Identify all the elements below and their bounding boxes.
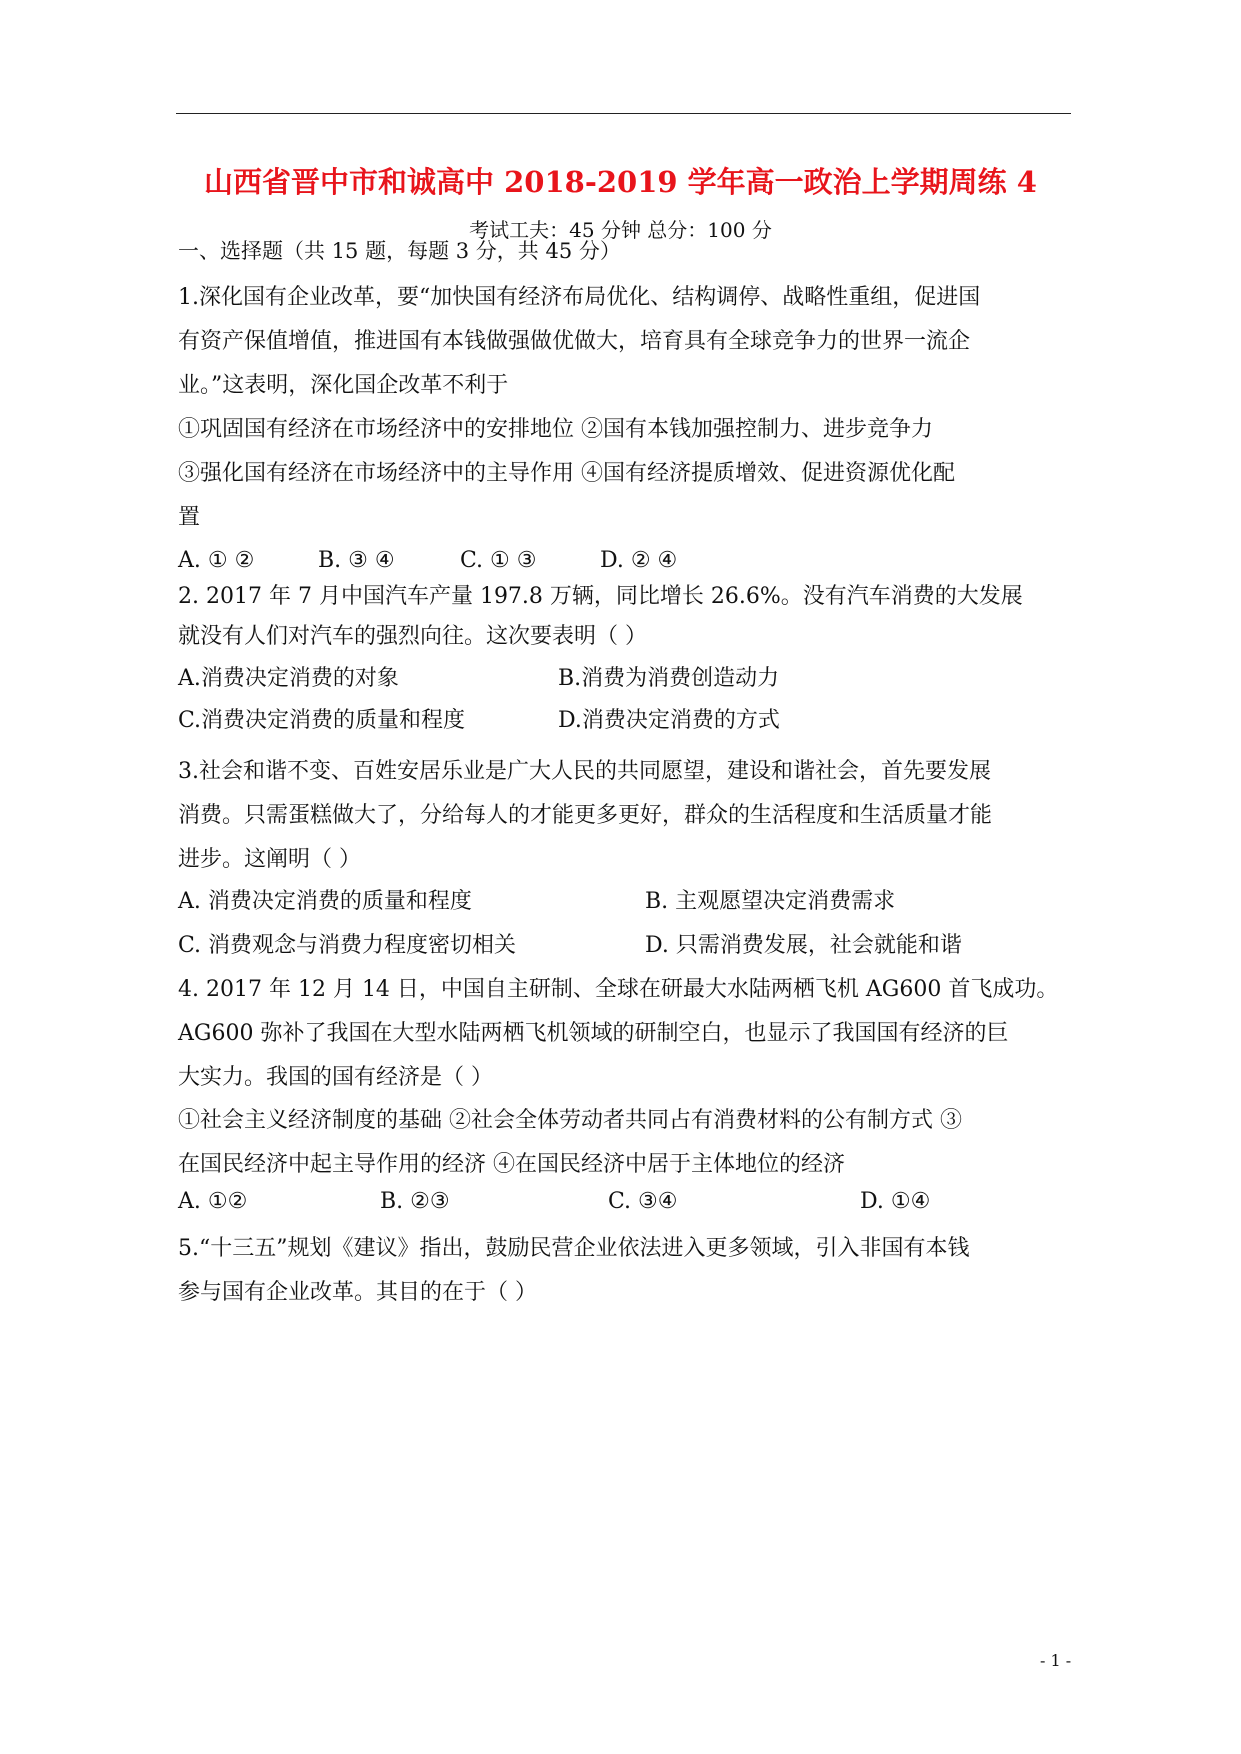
q1-stem-line-3: 业。”这表明，深化国企改革不利于 (178, 373, 509, 398)
q2-stem-line-2: 就没有人们对汽车的强烈向往。这次要表明（ ） (178, 624, 647, 649)
document-title: 山西省晋中市和诚高中 2018-2019 学年高一政治上学期周练 4 (204, 165, 1037, 199)
q2-stem-line-1: 2. 2017 年 7 月中国汽车产量 197.8 万辆，同比增长 26.6%。没有汽车消费的大发展 (178, 584, 1023, 609)
q1-option-c: C. ① ③ (460, 548, 537, 573)
q3-option-b: B. 主观愿望决定消费需求 (645, 889, 896, 914)
q3-stem-line-3: 进步。这阐明（ ） (178, 847, 361, 872)
q4-statement-line-2: 在国民经济中起主导作用的经济 ④在国民经济中居于主体地位的经济 (178, 1152, 845, 1177)
q4-option-d: D. ①④ (860, 1189, 931, 1214)
q1-option-b: B. ③ ④ (318, 548, 395, 573)
q3-option-c: C. 消费观念与消费力程度密切相关 (178, 933, 517, 958)
q2-option-a: A.消费决定消费的对象 (178, 666, 399, 691)
q5-stem-line-1: 5.“十三五”规划《建议》指出，鼓励民营企业依法进入更多领域，引入非国有本钱 (178, 1236, 970, 1261)
q4-statement-line-1: ①社会主义经济制度的基础 ②社会全体劳动者共同占有消费材料的公有制方式 ③ (178, 1108, 962, 1133)
exam-info: 考试工夫：45 分钟 总分：100 分 (469, 218, 772, 242)
q1-option-a: A. ① ② (178, 548, 255, 573)
q1-stem-line-1: 1.深化国有企业改革，要“加快国有经济布局优化、结构调停、战略性重组，促进国 (178, 285, 981, 310)
header-rule (176, 113, 1071, 114)
q1-statement-line-2: ③强化国有经济在市场经济中的主导作用 ④国有经济提质增效、促进资源优化配 (178, 461, 955, 486)
q4-stem-line-1: 4. 2017 年 12 月 14 日，中国自主研制、全球在研最大水陆两栖飞机 AG600 首飞成功。 (178, 977, 1059, 1002)
q2-option-c: C.消费决定消费的质量和程度 (178, 708, 466, 733)
q2-option-d: D.消费决定消费的方式 (558, 708, 780, 733)
q1-statement-line-3: 置 (178, 505, 201, 530)
q4-stem-line-3: 大实力。我国的国有经济是（ ） (178, 1065, 493, 1090)
q3-option-d: D. 只需消费发展，社会就能和谐 (645, 933, 962, 958)
q1-option-d: D. ② ④ (600, 548, 678, 573)
section-heading: 一、选择题（共 15 题，每题 3 分，共 45 分） (178, 239, 621, 263)
q2-option-b: B.消费为消费创造动力 (558, 666, 780, 691)
page-number: - 1 - (1040, 1651, 1072, 1670)
q3-option-a: A. 消费决定消费的质量和程度 (178, 889, 472, 914)
q4-option-a: A. ①② (178, 1189, 248, 1214)
q4-option-c: C. ③④ (608, 1189, 678, 1214)
q3-stem-line-1: 3.社会和谐不变、百姓安居乐业是广大人民的共同愿望，建设和谐社会，首先要发展 (178, 759, 991, 784)
q1-stem-line-2: 有资产保值增值，推进国有本钱做强做优做大，培育具有全球竞争力的世界一流企 (178, 329, 971, 354)
q4-stem-line-2: AG600 弥补了我国在大型水陆两栖飞机领域的研制空白，也显示了我国国有经济的巨 (178, 1021, 1009, 1046)
q1-statement-line-1: ①巩固国有经济在市场经济中的安排地位 ②国有本钱加强控制力、进步竞争力 (178, 417, 933, 442)
q5-stem-line-2: 参与国有企业改革。其目的在于（ ） (178, 1280, 537, 1305)
q3-stem-line-2: 消费。只需蛋糕做大了，分给每人的才能更多更好，群众的生活程度和生活质量才能 (178, 803, 993, 828)
q4-option-b: B. ②③ (380, 1189, 450, 1214)
